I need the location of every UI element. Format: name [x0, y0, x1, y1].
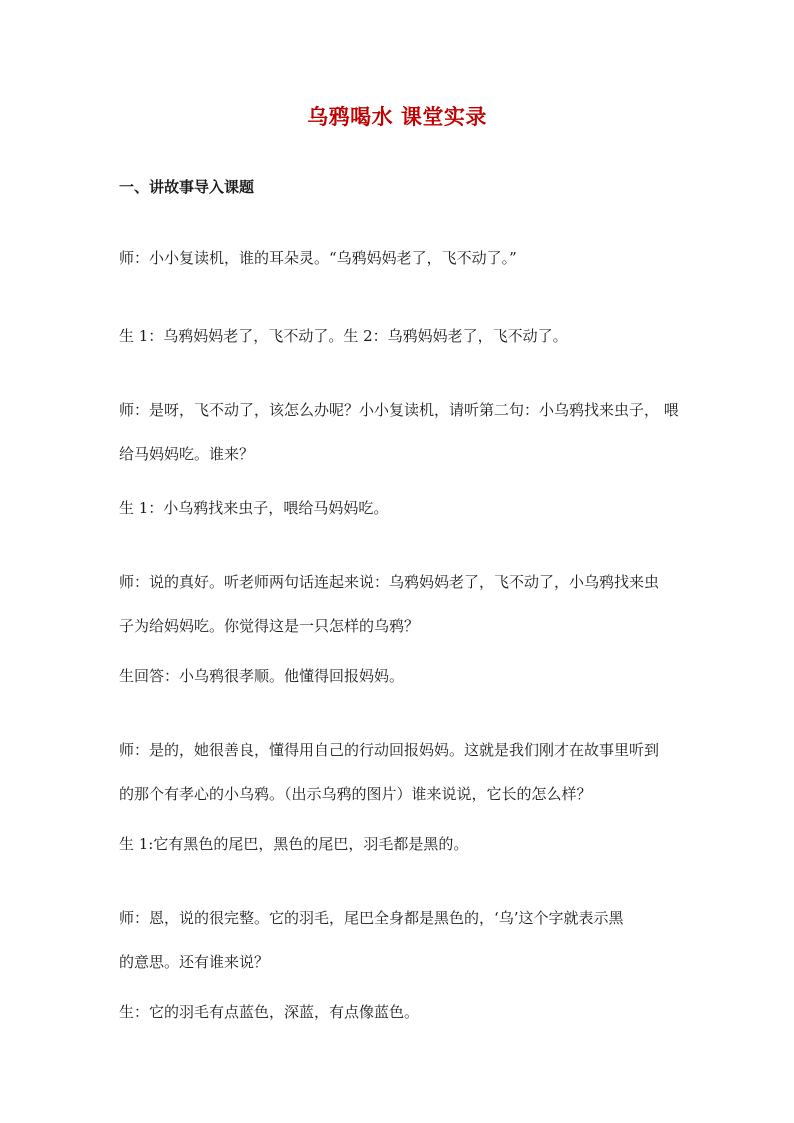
paragraph-line: 生 1:它有黑色的尾巴，黑色的尾巴，羽毛都是黑的。 — [119, 835, 469, 853]
paragraph-line: 师：是的，她很善良，懂得用自己的行动回报妈妈。这就是我们刚才在故事里听到 — [119, 741, 660, 759]
paragraph — [119, 896, 681, 984]
paragraph — [119, 654, 681, 698]
paragraph — [119, 388, 681, 476]
paragraph — [119, 314, 681, 358]
paragraph-line: 师：小小复读机，谁的耳朵灵。“乌鸦妈妈老了，飞不动了。” — [119, 249, 517, 267]
section-heading: 一、讲故事导入课题 — [119, 178, 255, 196]
paragraph-line: 师：恩，说的很完整。它的羽毛，尾巴全身都是黑色的，‘乌’这个字就表示黑 — [119, 909, 624, 927]
paragraph-line: 生 1：小乌鸦找来虫子，喂给马妈妈吃。 — [119, 499, 389, 517]
paragraph — [119, 236, 681, 280]
paragraph — [119, 990, 681, 1034]
paragraph-line: 的那个有孝心的小乌鸦。（出示乌鸦的图片）谁来说说，它长的怎么样？ — [119, 785, 592, 803]
paragraph — [119, 822, 681, 866]
paragraph — [119, 560, 681, 648]
paragraph-line: 师：是呀，飞不动了，该怎么办呢？小小复读机，请听第二句：小乌鸦找来虫子， 喂 — [119, 401, 679, 419]
paragraph-line: 生 1：乌鸦妈妈老了，飞不动了。生 2：乌鸦妈妈老了，飞不动了。 — [119, 327, 568, 345]
document-title: 乌鸦喝水 课堂实录 — [307, 104, 487, 129]
paragraph — [119, 728, 681, 816]
paragraph-line: 师：说的真好。听老师两句话连起来说：乌鸦妈妈老了，飞不动了，小乌鸦找来虫 — [119, 573, 660, 591]
paragraph-line: 生：它的羽毛有点蓝色，深蓝，有点像蓝色。 — [119, 1003, 420, 1021]
paragraph-line: 给马妈妈吃。谁来？ — [119, 445, 255, 463]
paragraph — [119, 486, 681, 530]
paragraph-line: 子为给妈妈吃。你觉得这是一只怎样的乌鸦？ — [119, 617, 420, 635]
paragraph-line: 的意思。还有谁来说？ — [119, 953, 270, 971]
paragraph-line: 生回答：小乌鸦很孝顺。他懂得回报妈妈。 — [119, 667, 405, 685]
